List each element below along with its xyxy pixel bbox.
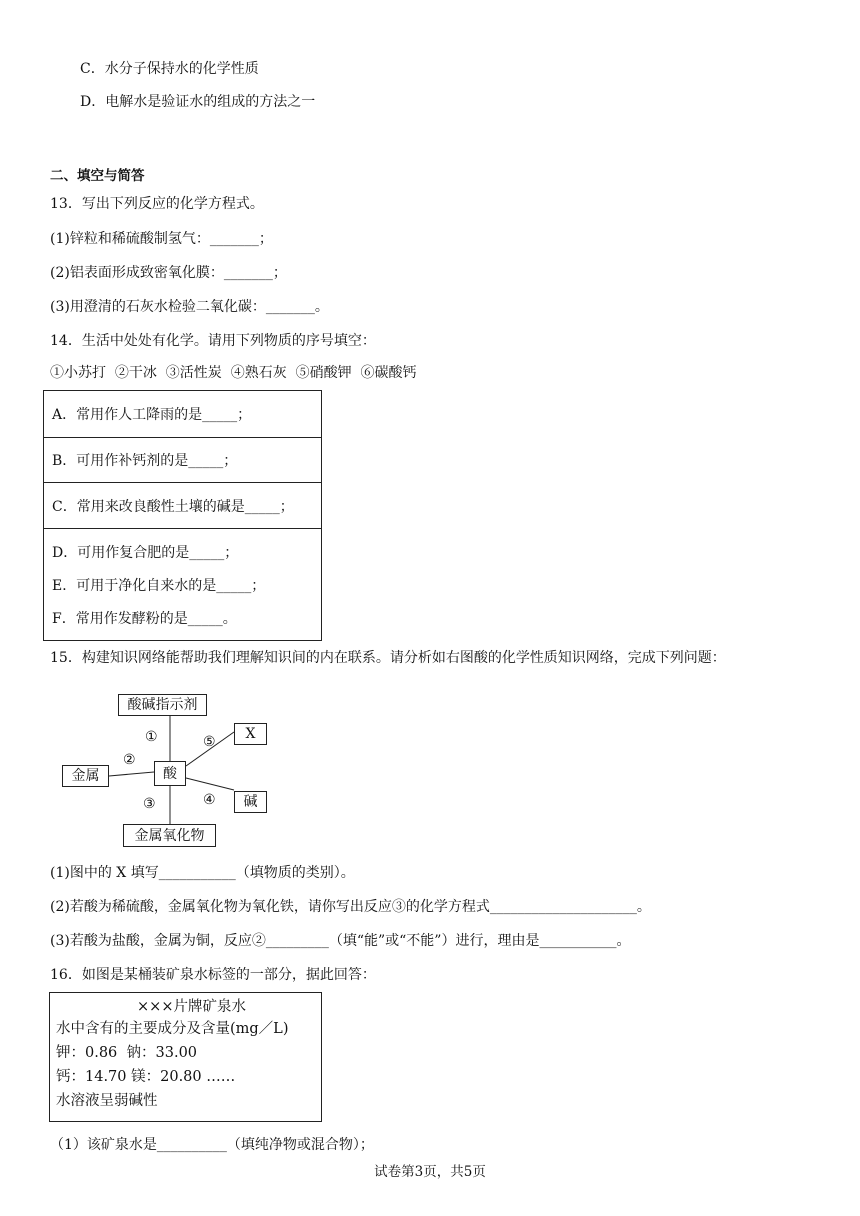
mineral-water-label: [49, 992, 322, 1122]
section-heading: 二、填空与简答: [50, 168, 145, 184]
q14-row-e: E．可用于净化自来水的是_____；: [52, 578, 266, 594]
q15-item-1: (1)图中的 X 填写___________（填物质的类别）。: [50, 865, 355, 881]
node-indicator: 酸碱指示剂: [118, 694, 207, 716]
q15-item-3: (3)若酸为盐酸，金属为铜，反应②_________（填“能”或“不能”）进行，理由是___________。: [50, 933, 631, 949]
table-divider: [44, 482, 321, 483]
option-c: C．水分子保持水的化学性质: [80, 61, 259, 77]
q15-stem: 15．构建知识网络能帮助我们理解知识间的内在联系。请分析如右图酸的化学性质知识网络，完成下列问题：: [50, 650, 726, 666]
number-1: ①: [145, 729, 158, 745]
table-divider: [44, 528, 321, 529]
q14-stem: 14．生活中处处有化学。请用下列物质的序号填空：: [50, 333, 376, 349]
number-2: ②: [123, 752, 136, 768]
label-line-4: 水溶液呈弱碱性: [56, 1093, 158, 1109]
q14-row-a: A．常用作人工降雨的是_____；: [52, 407, 252, 423]
q16-item-1: （1）该矿泉水是__________（填纯净物或混合物）；: [50, 1137, 374, 1153]
node-acid: 酸: [154, 761, 186, 786]
q13-stem: 13．写出下列反应的化学方程式。: [50, 196, 264, 212]
q13-item-1: (1)锌粒和稀硫酸制氢气：_______；: [50, 231, 273, 247]
node-base: 碱: [234, 791, 267, 813]
number-5: ⑤: [203, 734, 216, 750]
label-line-1: 水中含有的主要成分及含量(mg／L): [56, 1021, 289, 1037]
q14-row-b: B．可用作补钙剂的是_____；: [52, 453, 238, 469]
q16-stem: 16．如图是某桶装矿泉水标签的一部分，据此回答：: [50, 967, 376, 983]
q15-item-2: (2)若酸为稀硫酸，金属氧化物为氧化铁，请你写出反应③的化学方程式_____________________。: [50, 899, 651, 915]
q14-options: ①小苏打 ②干冰 ③活性炭 ④熟石灰 ⑤硝酸钾 ⑥碳酸钙: [50, 365, 417, 381]
acid-knowledge-diagram: [55, 686, 285, 851]
node-metal: 金属: [62, 765, 109, 787]
number-4: ④: [203, 792, 216, 808]
q14-table: [43, 390, 322, 641]
label-title: ×××片牌矿泉水: [137, 999, 246, 1015]
q14-row-c: C．常用来改良酸性土壤的碱是_____；: [52, 499, 294, 515]
table-divider: [44, 437, 321, 438]
label-line-3: 钙：14.70 镁：20.80 ……: [56, 1069, 236, 1085]
node-x: X: [234, 723, 267, 745]
label-line-2: 钾：0.86 钠：33.00: [56, 1045, 198, 1061]
node-metal-oxide: 金属氧化物: [123, 824, 216, 847]
q14-row-d: D．可用作复合肥的是_____；: [52, 545, 239, 561]
q13-item-2: (2)铝表面形成致密氧化膜：_______；: [50, 265, 287, 281]
number-3: ③: [143, 796, 156, 812]
option-d: D．电解水是验证水的组成的方法之一: [80, 94, 316, 110]
q14-row-f: F．常用作发酵粉的是_____。: [52, 611, 237, 627]
q13-item-3: (3)用澄清的石灰水检验二氧化碳：_______。: [50, 299, 329, 315]
page-footer: 试卷第3页，共5页: [374, 1164, 486, 1180]
